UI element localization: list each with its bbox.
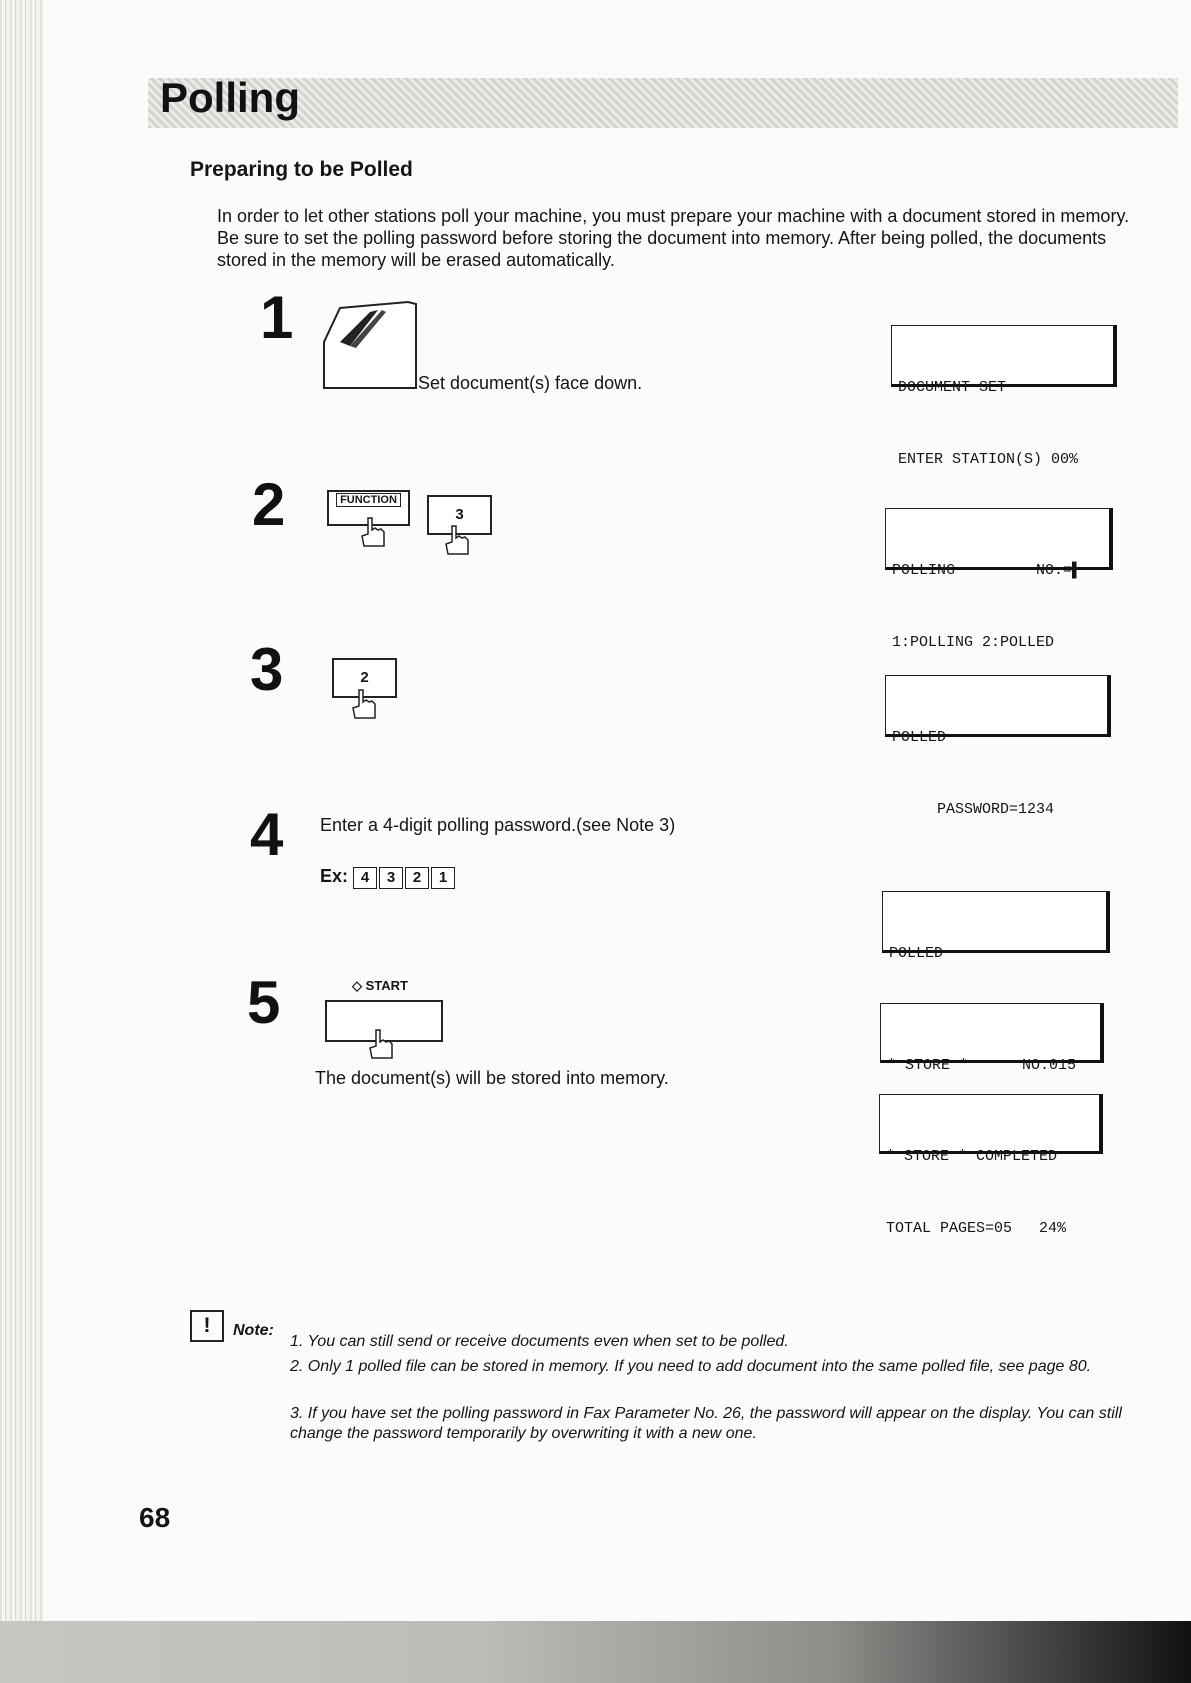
step-4-instruction: Enter a 4-digit polling password.(see Note 3) [320, 815, 676, 835]
note-item-3: 3. If you have set the polling password in Fax Parameter No. 26, the password will appear on the display. You can still change the password temporarily by overwriting it with a new one. [290, 1405, 1122, 1442]
section-title: Preparing to be Polled [190, 158, 413, 181]
page-bottom-shadow [0, 1621, 1191, 1683]
pointing-hand-icon [442, 524, 472, 560]
lcd-line-1: POLLED [892, 729, 947, 746]
lcd-line-1: DOCUMENT SET [898, 379, 1007, 396]
start-key-label-group [352, 978, 408, 994]
pointing-hand-icon [358, 516, 388, 552]
lcd-display-step-1 [891, 325, 1117, 468]
page-binding-edge [0, 0, 44, 1683]
number-1-key[interactable]: 1 [431, 867, 455, 889]
note-item-1: 1. You can still send or receive documents even when set to be polled. [290, 1333, 789, 1350]
function-key-label: FUNCTION [336, 493, 401, 507]
lcd-line-2: 1:POLLING 2:POLLED [892, 634, 1055, 651]
lcd-display-step-5-completed [879, 1094, 1103, 1237]
document-feed-icon [320, 298, 420, 391]
step-1-instruction: Set document(s) face down. [418, 373, 643, 393]
page-title: Polling [160, 74, 300, 121]
number-2-key[interactable]: 2 [332, 658, 397, 698]
number-2-key[interactable]: 2 [405, 867, 429, 889]
note-icon: ! [190, 1310, 224, 1342]
number-3-key[interactable]: 3 [427, 495, 492, 535]
example-label: Ex: [320, 866, 349, 886]
pointing-hand-icon [349, 688, 379, 724]
pointing-hand-icon [366, 1028, 396, 1064]
start-key-label: START [365, 978, 408, 993]
lcd-line-1: * STORE * NO.015 [887, 1057, 1077, 1074]
note-label: Note: [233, 1322, 274, 1339]
lcd-display-step-2 [885, 508, 1113, 651]
lcd-line-1: * STORE * COMPLETED [886, 1148, 1058, 1165]
step-4-number: 4 [250, 801, 284, 868]
note-item-2: 2. Only 1 polled file can be stored in memory. If you need to add document into the same polled file, see page 80. [290, 1358, 1092, 1375]
step-5-instruction: The document(s) will be stored into memory. [315, 1068, 669, 1088]
step-3-number: 3 [250, 636, 284, 703]
lcd-line-2: TOTAL PAGES=05 24% [886, 1220, 1067, 1237]
example-keys [320, 866, 457, 889]
number-3-key[interactable]: 3 [379, 867, 403, 889]
lcd-display-step-5-store [880, 1003, 1104, 1074]
title-band [148, 78, 1178, 128]
page-number: 68 [139, 1502, 171, 1533]
number-4-key[interactable]: 4 [353, 867, 377, 889]
step-2-number: 2 [252, 471, 286, 538]
step-1-number: 1 [260, 284, 294, 351]
intro-paragraph: In order to let other stations poll your machine, you must prepare your machine with a document stored in memory. Be sure to set the polling password before storing the document into memory. After being polled, the documents stored in the memory will be erased automatically. [217, 206, 1130, 270]
lcd-display-step-3 [885, 675, 1111, 818]
start-icon: ◇ [352, 978, 362, 993]
step-5-number: 5 [247, 969, 281, 1036]
lcd-display-step-4 [882, 891, 1110, 962]
lcd-line-1: POLLING NO.=▌ [892, 562, 1082, 579]
lcd-line-1: POLLED [889, 945, 944, 962]
lcd-line-2: PASSWORD=1234 [892, 801, 1055, 818]
lcd-line-2: ENTER STATION(S) 00% [898, 451, 1079, 468]
